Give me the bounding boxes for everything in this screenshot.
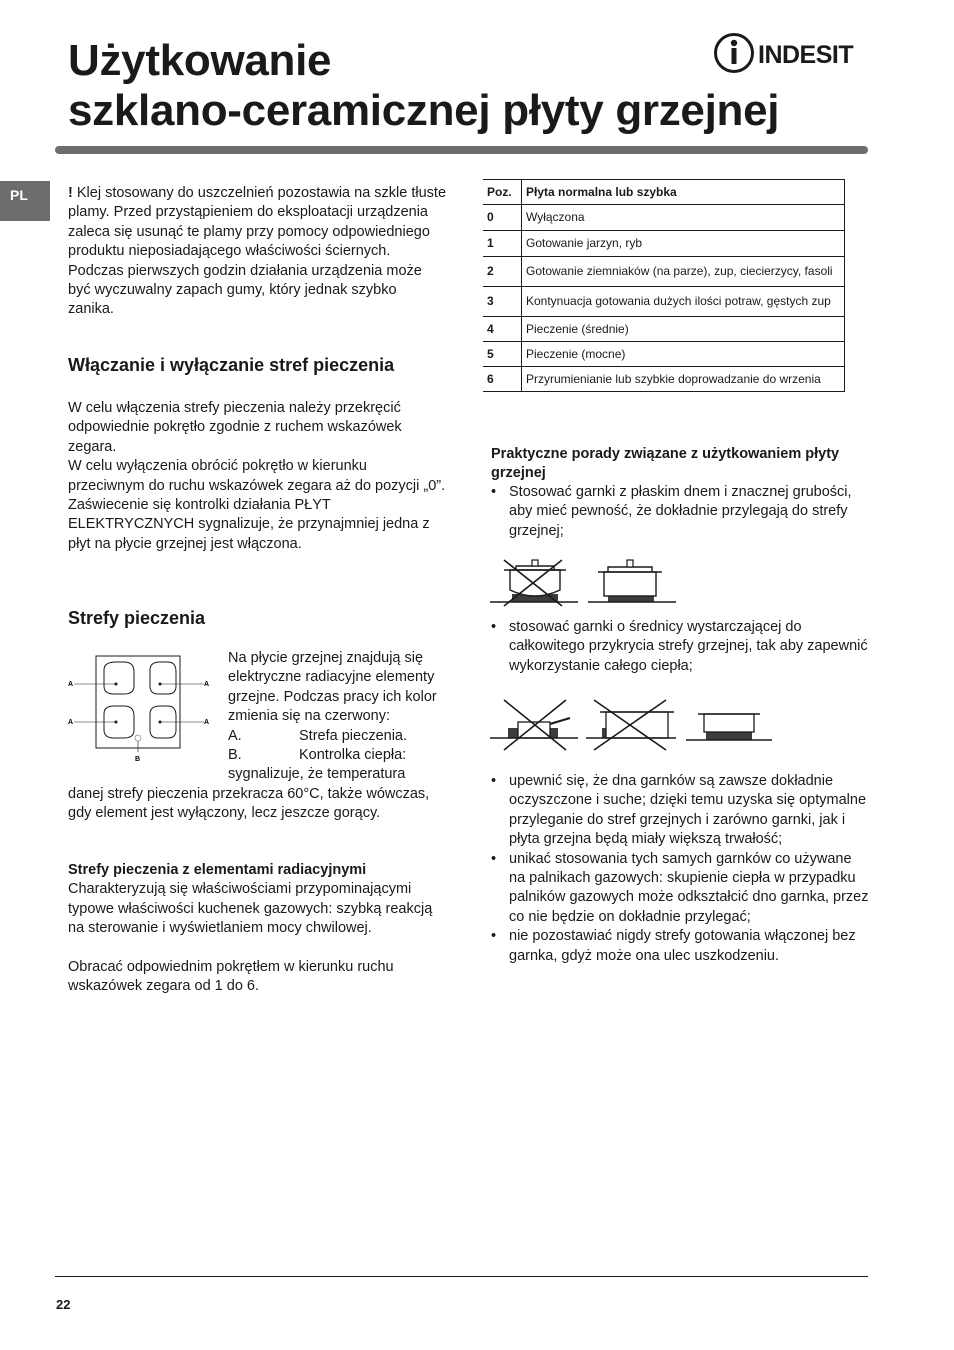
logo-bar (732, 48, 737, 64)
logo-dot (731, 40, 737, 46)
table-header-plate: Płyta normalna lub szybka (522, 180, 845, 205)
pot-flat-bottom (588, 560, 676, 602)
table-cell-desc: Pieczenie (średnie) (522, 317, 845, 342)
table-cell-desc: Przyrumienianie lub szybkie doprowadzanie do wrzenia (522, 367, 845, 392)
label-b: B (135, 756, 141, 763)
onoff-p3: Zaświecenie się kontrolki działania PŁYT ELEKTRYCZNYCH sygnalizuje, że przynajmniej jedna z płyt na płycie grzejnej jest włączona. (68, 497, 430, 552)
tip-item: • unikać stosowania tych samych garnków co używane na palnikach gazowych: skupienie ciepła w przypadku palników gazowych może odkształcić dno garnka, przez co nie będzie on dokładnie przylegać; (491, 850, 871, 928)
table-row (483, 317, 845, 342)
tip-item: • Stosować garnki z płaskim dnem i znacznej grubości, aby mieć pewność, że dokładnie przylegają do strefy grzejnej; (491, 483, 871, 541)
tips-list-1 (491, 483, 871, 541)
radiant-section (68, 861, 448, 997)
pot-too-big (586, 700, 676, 750)
zones-cont-1: sygnalizuje, że temperatura (228, 766, 406, 783)
table-row (483, 287, 845, 317)
page-title (68, 36, 779, 136)
legend-row-a (228, 727, 450, 746)
onoff-p2: W celu wyłączenia obrócić pokrętło w kierunku przeciwnym do ruchu wskazówek zegara aż do pozycji „0”. (68, 458, 446, 494)
hob-diagram (66, 652, 216, 768)
tip-item: • nie pozostawiać nigdy strefy gotowania włączonej bez garnka, gdyż może ona ulec uszkodzeniu. (491, 927, 871, 966)
flat-bottom-illustration (490, 556, 680, 608)
table-cell-pos: 2 (483, 257, 522, 287)
table-cell-pos: 4 (483, 317, 522, 342)
table-row (483, 367, 845, 392)
radiant-heading: Strefy pieczenia z elementami radiacyjnymi (68, 862, 367, 878)
onoff-p1: W celu włączenia strefy pieczenia należy przekręcić odpowiednie pokrętło zgodnie z ruchem wskazówek zegara. (68, 400, 402, 455)
legend-key-a: A. (228, 727, 242, 744)
tip-item: • stosować garnki o średnicy wystarczającej do całkowitego przykrycia strefy grzejnej, tak aby zapewnić wykorzystanie całego ciepła; (491, 618, 871, 676)
legend-row-b (228, 746, 450, 765)
title-rule (55, 146, 868, 154)
legend-value-b: Kontrolka ciepła: (299, 747, 407, 764)
pot-warped-bottom (490, 560, 578, 606)
pot-diameter-illustration (490, 698, 772, 754)
footer-rule (55, 1276, 868, 1277)
zones-description (228, 649, 450, 785)
brand-name: INDESIT (758, 41, 854, 69)
table-cell-desc: Kontynuacja gotowania dużych ilości potraw, gęstych zup (522, 287, 845, 317)
radiant-p2: Obracać odpowiednim pokrętłem w kierunku ruchu wskazówek zegara od 1 do 6. (68, 959, 394, 995)
table-cell-pos: 5 (483, 342, 522, 367)
onoff-heading: Włączanie i wyłączanie stref pieczenia (68, 355, 395, 375)
table-header-row (483, 180, 845, 205)
legend-key-b: B. (228, 747, 242, 764)
intro-text: Klej stosowany do uszczelnień pozostawia na szkle tłuste plamy. Przed przystąpieniem do eksploatacji urządzenia zaleca się usunąć te plamy przy pomocy odpowiedniego produktu nieposiadającego właściwości ściernych. Podczas pierwszych godzin działania urządzenia może być wyczuwalny zapach gumy, który jednak szybko zanika. (68, 185, 447, 318)
tips-heading: Praktyczne porady związane z użytkowaniem płyty grzejnej (491, 446, 840, 482)
table-cell-desc: Pieczenie (mocne) (522, 342, 845, 367)
radiant-p1: Charakteryzują się właściwościami przypominającymi typowe właściwości kuchenek gazowych: szybką reakcją na sterowanie i wyświetlaniem mocy chwilowej. (68, 881, 433, 937)
label-a-2: A (204, 681, 210, 688)
table-cell-desc: Wyłączona (522, 205, 845, 231)
table-cell-pos: 1 (483, 231, 522, 257)
pot-too-small (490, 700, 578, 750)
tips-list-2 (491, 618, 871, 676)
hob-outline (96, 656, 180, 748)
table-cell-pos: 3 (483, 287, 522, 317)
table-row (483, 231, 845, 257)
table-cell-pos: 0 (483, 205, 522, 231)
intro-paragraph (68, 184, 446, 320)
zones-cont-2: danej strefy pieczenia przekracza 60°C, także wówczas, gdy element jest wyłączony, lecz jeszcze gorący. (68, 786, 430, 822)
zones-desc-text: Na płycie grzejnej znajdują się elektryczne radiacyjne elementy grzejne. Podczas pracy ich kolor zmienia się na czerwony: (228, 650, 437, 725)
table-row (483, 342, 845, 367)
cooking-zone-top-left (104, 662, 134, 694)
pot-correct-size (686, 714, 772, 740)
table-cell-desc: Gotowanie ziemniaków (na parze), zup, ciecierzycy, fasoli (522, 257, 845, 287)
brand-logo (714, 32, 870, 76)
table-cell-pos: 6 (483, 367, 522, 392)
language-tab: PL (0, 181, 50, 221)
page-title-line-2: szklano-ceramicznej płyty grzejnej (68, 86, 780, 135)
settings-table (483, 179, 845, 392)
tip-item: • upewnić się, że dna garnków są zawsze dokładnie oczyszczone i suche; dzięki temu uzyska się optymalne przyleganie do stref grzejnych i zarówno garnki, jak i płyta grzejna będą miały większą trwałość; (491, 772, 871, 850)
table-cell-desc: Gotowanie jarzyn, ryb (522, 231, 845, 257)
cooking-zone-top-right (150, 662, 176, 694)
page-number: 22 (56, 1297, 71, 1312)
zones-heading: Strefy pieczenia (68, 608, 206, 628)
onoff-section (68, 399, 446, 554)
label-a-3: A (68, 719, 74, 726)
table-header-pos: Poz. (483, 180, 522, 205)
tips-list-3 (491, 772, 871, 966)
label-a-4: A (204, 719, 210, 726)
page-title-line-1: Użytkowanie (68, 36, 332, 85)
label-a-1: A (68, 681, 74, 688)
heat-indicator-light (135, 735, 141, 741)
table-row (483, 205, 845, 231)
table-row (483, 257, 845, 287)
warning-mark: ! (68, 185, 73, 201)
legend-value-a: Strefa pieczenia. (299, 727, 408, 744)
